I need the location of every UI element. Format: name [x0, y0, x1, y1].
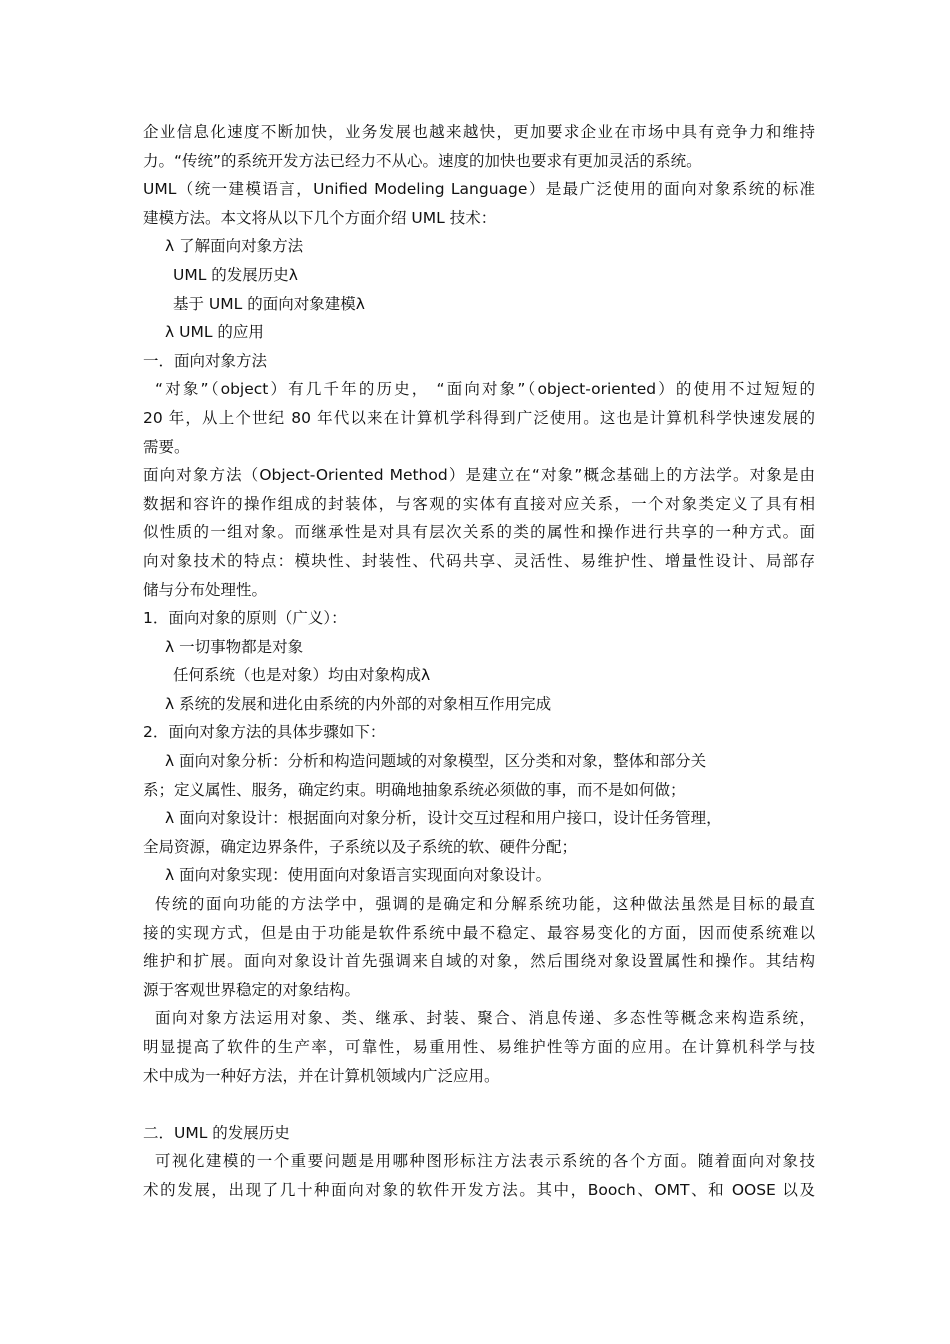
paragraph-line: “对象”（object）有几千年的历史， “面向对象”（object-oriented）的使用不过短短的 [155, 380, 815, 399]
paragraph-line: 面向对象方法运用对象、类、继承、封装、聚合、消息传递、多态性等概念来构造系统， [155, 1009, 815, 1028]
paragraph-line: 20 年，从上个世纪 80 年代以来在计算机学科得到广泛使用。这也是计算机科学快速发展的 [143, 408, 815, 427]
paragraph-line: 面向对象方法（Object-Oriented Method）是建立在“对象”概念基础上的方法学。对象是由 [143, 466, 815, 485]
blank-line [143, 1090, 815, 1119]
paragraph-line: 术的发展，出现了几十种面向对象的软件开发方法。其中，Booch、OMT、和 OOSE 以及 [143, 1180, 815, 1199]
bullet-item: λ 了解面向对象方法 [165, 237, 304, 256]
bullet-item: λ 系统的发展和进化由系统的内外部的对象相互作用完成 [165, 694, 552, 713]
bullet-item: λ 面向对象实现：使用面向对象语言实现面向对象设计。 [165, 866, 552, 885]
paragraph-line: 接的实现方式，但是由于功能是软件系统中最不稳定、最容易变化的方面，因而使系统难以 [143, 923, 815, 942]
paragraph-line: 传统的面向功能的方法学中，强调的是确定和分解系统功能，这种做法虽然是目标的最直 [155, 895, 815, 914]
paragraph-line: 系；定义属性、服务，确定约束。明确地抽象系统必须做的事，而不是如何做； [143, 780, 686, 799]
bullet-item: λ 面向对象分析：分析和构造问题域的对象模型，区分类和对象，整体和部分关 [165, 752, 707, 771]
paragraph-line: 企业信息化速度不断加快，业务发展也越来越快，更加要求企业在市场中具有竞争力和维持 [143, 123, 815, 141]
bullet-item: 任何系统（也是对象）均由对象构成λ [173, 666, 431, 685]
paragraph-line: 向对象技术的特点：模块性、封装性、代码共享、灵活性、易维护性、增量性设计、局部存 [143, 551, 815, 570]
section-heading: 一．面向对象方法 [143, 351, 268, 370]
paragraph-line: 术中成为一种好方法，并在计算机领域内广泛应用。 [143, 1066, 500, 1085]
paragraph-line: 力。“传统”的系统开发方法已经力不从心。速度的加快也要求有更加灵活的系统。 [143, 151, 702, 170]
paragraph-line: 储与分布处理性。 [143, 580, 268, 599]
paragraph-line: 需要。 [143, 437, 190, 456]
paragraph-line: 建模方法。本文将从以下几个方面介绍 UML 技术： [143, 208, 497, 227]
bullet-item: 基于 UML 的面向对象建模λ [173, 294, 365, 313]
subsection-heading: 1．面向对象的原则（广义）： [143, 609, 347, 628]
bullet-item: λ 一切事物都是对象 [165, 637, 304, 656]
paragraph-line: 似性质的一组对象。而继承性是对具有层次关系的类的属性和操作进行共享的一种方式。面 [143, 523, 815, 542]
paragraph-line: 全局资源，确定边界条件，子系统以及子系统的软、硬件分配； [143, 837, 578, 856]
bullet-item: UML 的发展历史λ [173, 265, 298, 284]
paragraph-line: 维护和扩展。面向对象设计首先强调来自域的对象，然后围绕对象设置属性和操作。其结构 [143, 952, 815, 971]
paragraph-line: 明显提高了软件的生产率，可靠性，易重用性、易维护性等方面的应用。在计算机科学与技 [143, 1038, 815, 1056]
paragraph-line: 源于客观世界稳定的对象结构。 [143, 980, 361, 999]
bullet-item: λ 面向对象设计：根据面向对象分析，设计交互过程和用户接口，设计任务管理， [165, 809, 722, 828]
paragraph-line: 可视化建模的一个重要问题是用哪种图形标注方法表示系统的各个方面。随着面向对象技 [155, 1152, 815, 1171]
document-body [143, 118, 815, 1205]
paragraph-line: 数据和容许的操作组成的封装体，与客观的实体有直接对应关系，一个对象类定义了具有相 [143, 494, 815, 513]
bullet-item: λ UML 的应用 [165, 323, 264, 342]
subsection-heading: 2．面向对象方法的具体步骤如下： [143, 723, 386, 742]
section-heading: 二．UML 的发展历史 [143, 1123, 290, 1142]
paragraph-line: UML（统一建模语言，Unified Modeling Language）是最广泛使用的面向对象系统的标准 [143, 180, 815, 199]
